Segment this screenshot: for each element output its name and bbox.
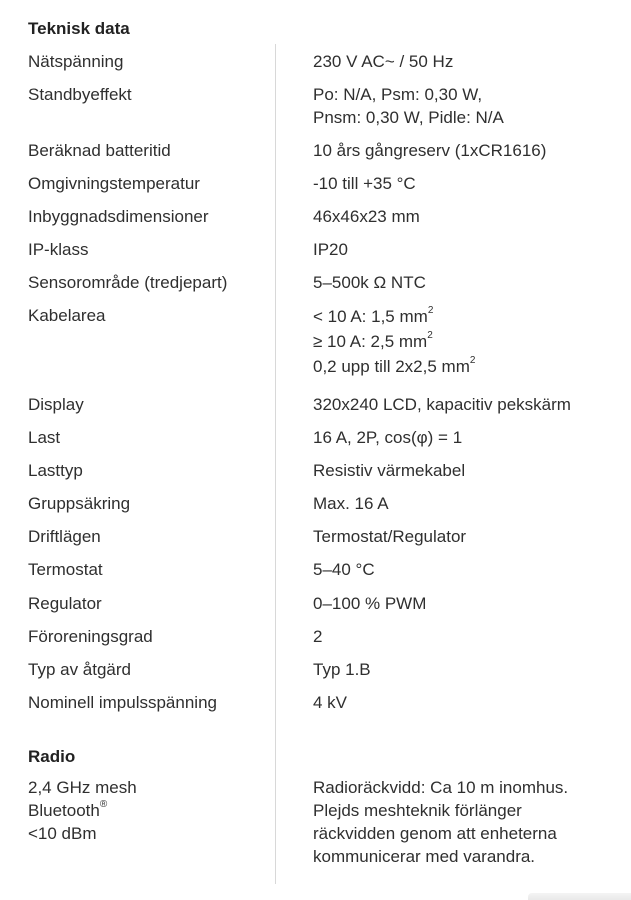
spec-label: Inbyggnadsdimensioner: [28, 207, 209, 226]
spec-value-line: Termostat/Regulator: [313, 527, 467, 546]
spec-value: [313, 50, 453, 73]
spec-value: [313, 172, 416, 195]
spec-label: Nätspänning: [28, 52, 124, 71]
spec-value: [313, 492, 389, 515]
spec-value-line: Max. 16 A: [313, 494, 389, 513]
radio-description-line: kommunicerar med varandra.: [313, 847, 536, 866]
spec-label: Nominell impulsspänning: [28, 693, 217, 712]
radio-description-line: räckvidden genom att enheterna: [313, 824, 557, 843]
spec-value: [313, 426, 462, 449]
spec-value-line: ≥ 10 A: 2,5 $mm^2$: [313, 330, 433, 351]
spec-value: [313, 304, 475, 379]
radio-spec-line: <10 dBm: [28, 824, 97, 843]
superscript: 2: [469, 355, 476, 367]
spec-value-line: 320x240 LCD, kapacitiv pekskärm: [313, 395, 571, 414]
spec-value-line: Typ 1.B: [313, 660, 371, 679]
spec-value-line: IP20: [313, 240, 348, 259]
spec-label: Lasttyp: [28, 461, 83, 480]
spec-value: [313, 205, 420, 228]
spec-value-line: 230 V AC~ / 50 Hz: [313, 52, 454, 71]
spec-value-line: 0,2 upp till 2x2,5 $mm^2$: [313, 355, 476, 376]
spec-value-line: Pnsm: 0,30 W, Pidle: N/A: [313, 108, 504, 127]
spec-value-line: 10 års gångreserv (1xCR1616): [313, 141, 547, 160]
bottom-edge-shadow: [528, 893, 631, 900]
registered-mark: ®: [99, 799, 108, 811]
spec-label: Beräknad batteritid: [28, 141, 171, 160]
spec-value: [313, 691, 347, 714]
spec-label: Typ av åtgärd: [28, 660, 132, 679]
spec-value: [313, 558, 375, 581]
spec-label: Regulator: [28, 594, 102, 613]
spec-label: Last: [28, 428, 61, 447]
radio-heading: Radio: [28, 747, 76, 766]
spec-value-line: < 10 A: 1,5 $mm^2$: [313, 305, 434, 326]
spec-label: Omgivningstemperatur: [28, 174, 200, 193]
column-divider: [275, 44, 276, 884]
radio-description-line: Radioräckvidd: Ca 10 m inomhus.: [313, 778, 569, 797]
spec-value-line: 4 kV: [313, 693, 348, 712]
spec-value: [313, 525, 466, 548]
radio-description-line: Plejds meshteknik förlänger: [313, 801, 522, 820]
spec-value: [313, 625, 322, 648]
spec-value: [313, 83, 504, 129]
spec-value-line: Po: N/A, Psm: 0,30 W,: [313, 85, 483, 104]
spec-value: [313, 592, 426, 615]
spec-label: IP-klass: [28, 240, 89, 259]
spec-label: Standbyeffekt: [28, 85, 132, 104]
radio-spec-line: Bluetooth®: [28, 799, 108, 820]
spec-value: [313, 393, 571, 416]
spec-label: Gruppsäkring: [28, 494, 131, 513]
radio-description: [313, 776, 568, 868]
radio-specs: [28, 776, 137, 845]
spec-value: [313, 139, 546, 162]
spec-label: Föroreningsgrad: [28, 627, 153, 646]
spec-value: [313, 238, 348, 261]
spec-value: [313, 271, 426, 294]
spec-label: Display: [28, 395, 84, 414]
superscript: 2: [427, 305, 434, 317]
technical-heading: Teknisk data: [28, 19, 130, 38]
spec-label: Kabelarea: [28, 306, 106, 325]
radio-spec-line: 2,4 GHz mesh: [28, 778, 137, 797]
spec-value-line: 2: [313, 627, 323, 646]
spec-value-line: 0–100 % PWM: [313, 594, 427, 613]
spec-value-line: 16 A, 2P, cos(φ) = 1: [313, 428, 463, 447]
spec-label: Driftlägen: [28, 527, 101, 546]
spec-value-line: 5–500k Ω NTC: [313, 273, 426, 292]
spec-value-line: Resistiv värmekabel: [313, 461, 466, 480]
spec-value-line: 46x46x23 mm: [313, 207, 420, 226]
superscript: 2: [427, 330, 433, 342]
spec-label: Sensorområde (tredjepart): [28, 273, 228, 292]
spec-value-line: -10 till +35 °C: [313, 174, 416, 193]
spec-value: [313, 658, 371, 681]
spec-value: [313, 459, 465, 482]
spec-label: Termostat: [28, 560, 103, 579]
spec-value-line: 5–40 °C: [313, 560, 375, 579]
